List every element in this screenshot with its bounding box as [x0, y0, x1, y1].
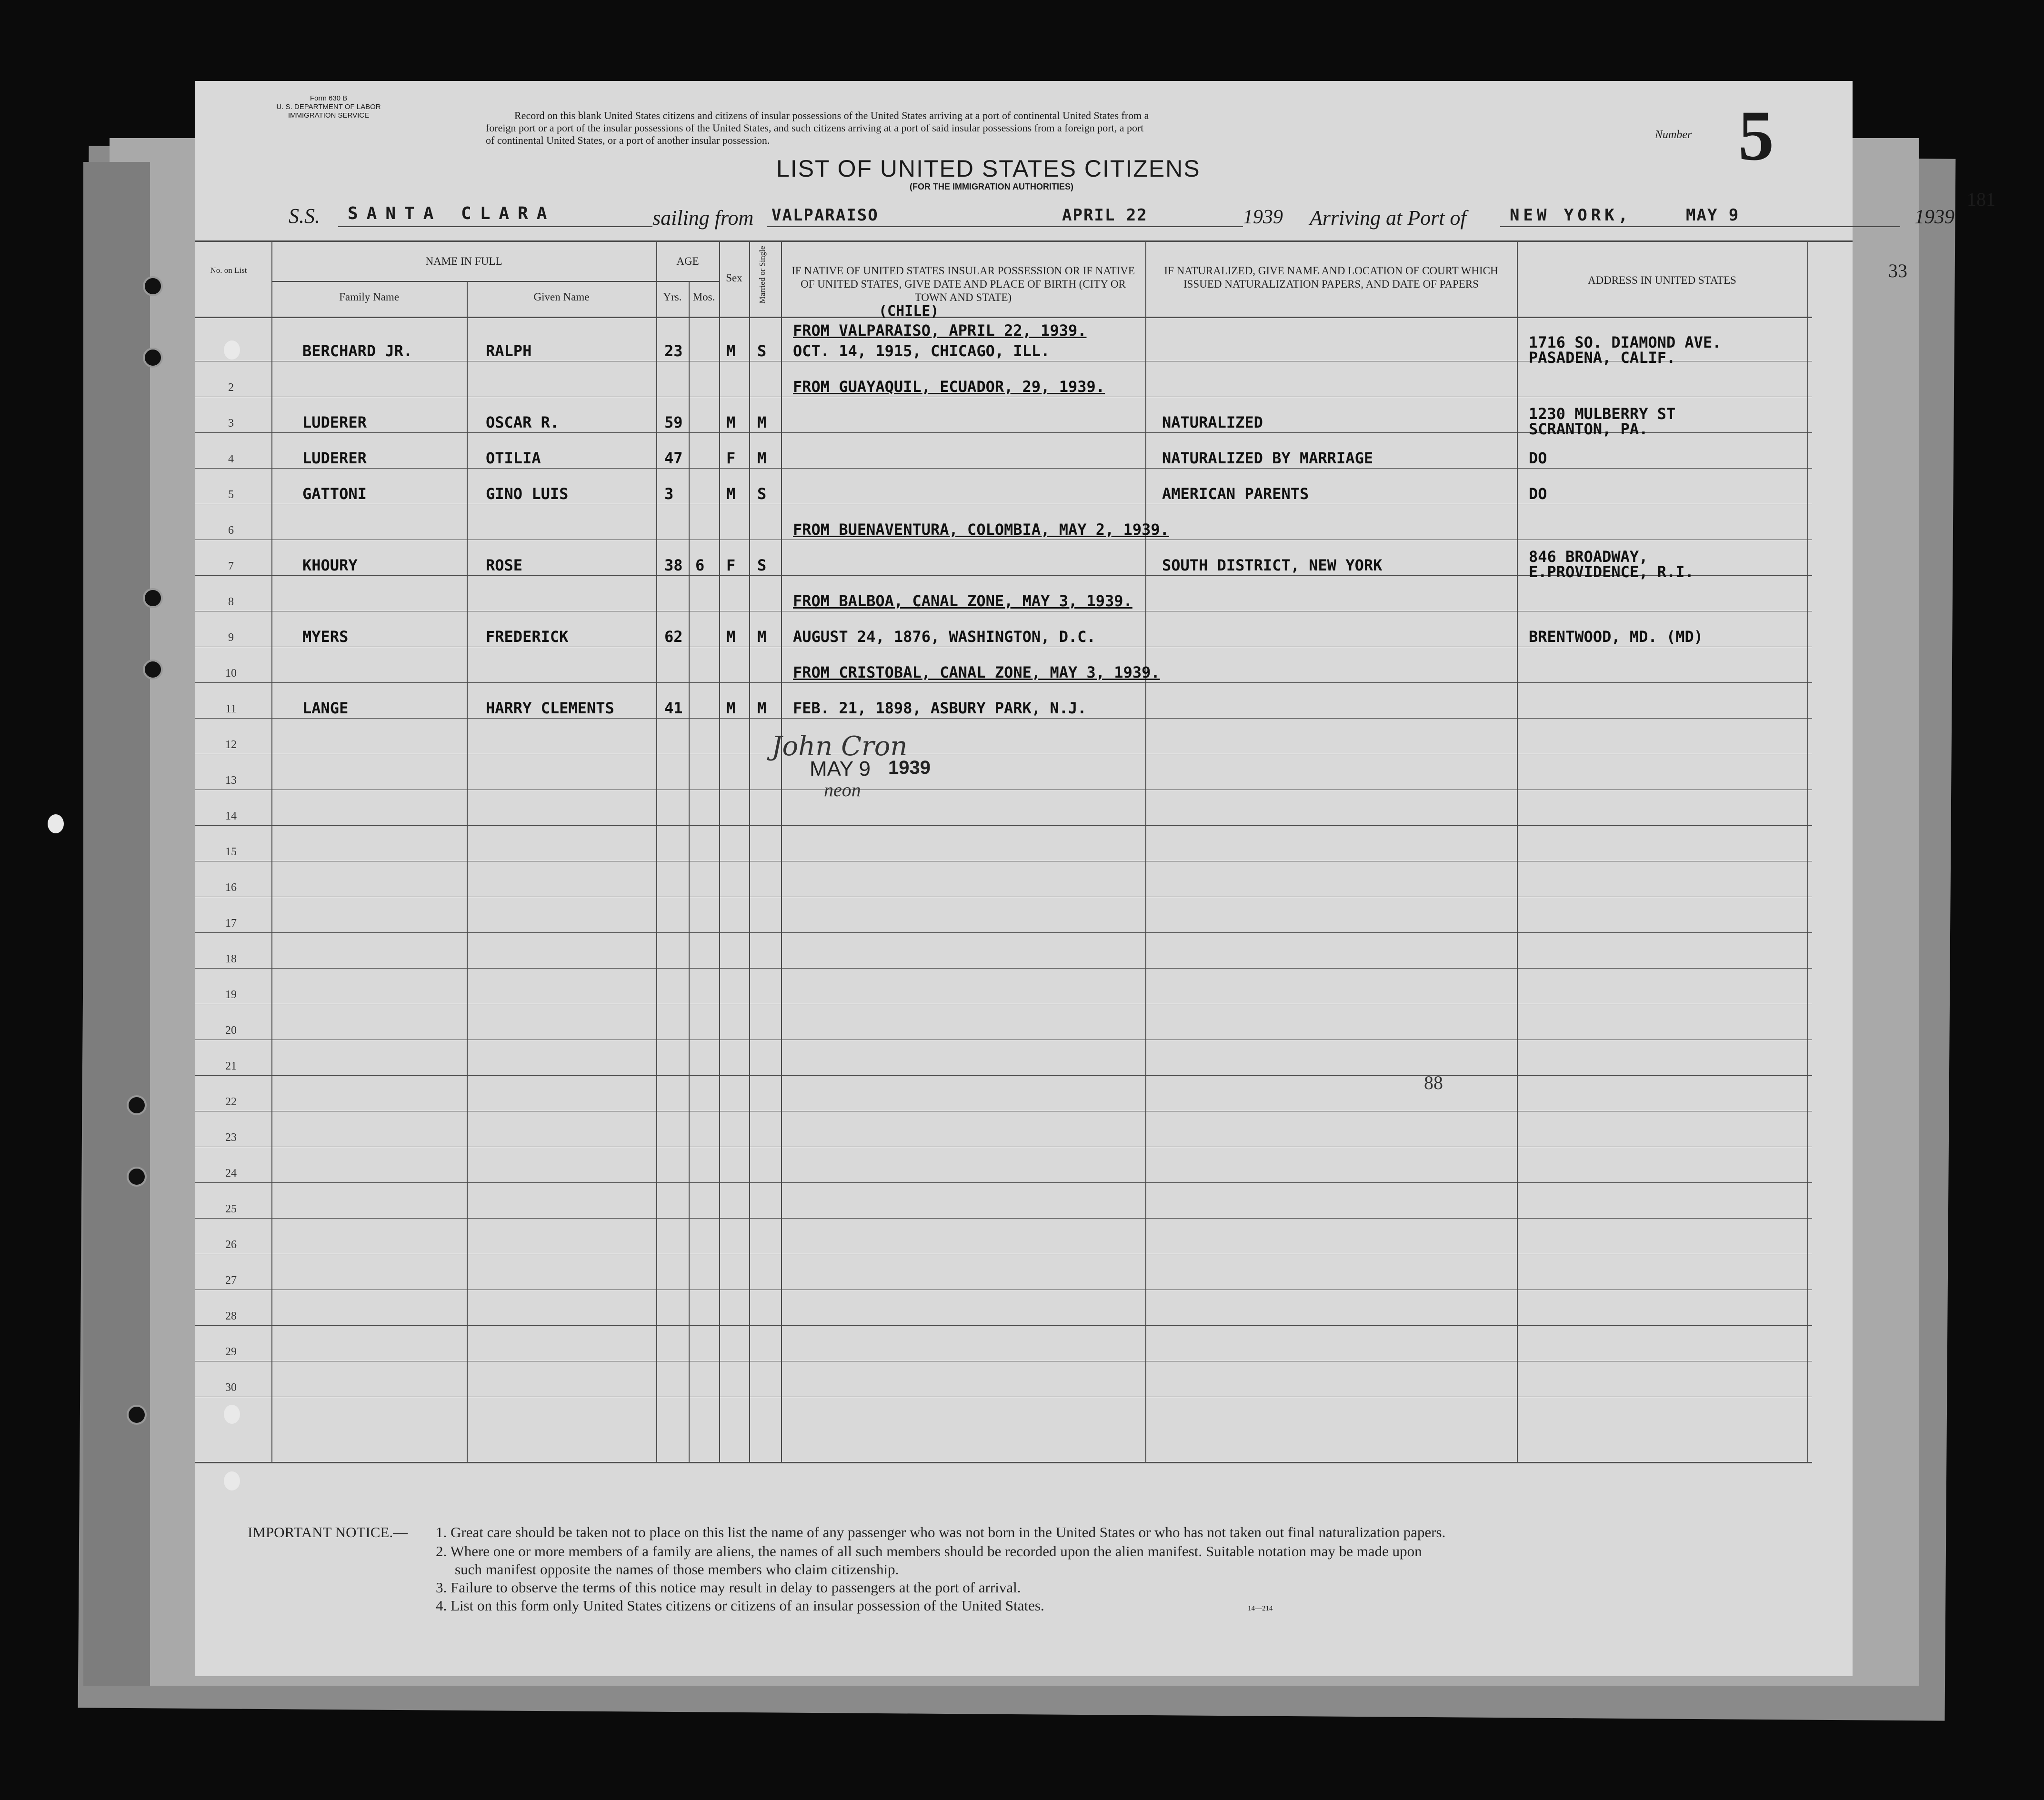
arrival-year: 1939	[1914, 206, 1954, 228]
table-bottom-rule	[195, 1462, 1812, 1463]
row-number: 5	[228, 489, 234, 501]
given-name: HARRY CLEMENTS	[486, 699, 614, 717]
age-years: 59	[664, 413, 683, 431]
row-number: 12	[225, 739, 237, 751]
column-rule	[271, 281, 656, 282]
sailing-from: VALPARAISO	[772, 206, 879, 225]
marital-status: S	[757, 556, 767, 574]
address: 1230 MULBERRY ST	[1529, 405, 1676, 423]
age-years: 47	[664, 449, 683, 467]
row-number: 19	[225, 989, 237, 1001]
naturalization: NATURALIZED	[1162, 413, 1263, 431]
col-header-address: ADDRESS IN UNITED STATES	[1588, 274, 1736, 286]
sex: M	[726, 413, 736, 431]
address: BRENTWOOD, MD. (MD)	[1529, 628, 1703, 646]
birth-place: OCT. 14, 1915, CHICAGO, ILL.	[793, 342, 1050, 360]
marital-status: M	[757, 628, 767, 646]
sex: M	[726, 342, 736, 360]
col-header-no: No. on List	[210, 266, 247, 275]
row-number: 11	[225, 703, 237, 715]
page-hole	[224, 1405, 240, 1424]
column-rule	[467, 281, 468, 1462]
sex: M	[726, 699, 736, 717]
sailing-year: 1939	[1243, 206, 1283, 228]
family-name: BERCHARD JR.	[302, 342, 413, 360]
row-number: 25	[225, 1203, 237, 1215]
row-number: 9	[228, 631, 234, 644]
naturalization: SOUTH DISTRICT, NEW YORK	[1162, 556, 1383, 574]
given-name: RALPH	[486, 342, 532, 360]
age-months: 6	[695, 556, 705, 574]
family-name: LUDERER	[302, 413, 367, 431]
marital-status: M	[757, 413, 767, 431]
row-number: 29	[225, 1346, 237, 1358]
sailing-date: APRIL 22	[1062, 206, 1148, 225]
row-number: 2	[228, 381, 234, 394]
family-name: GATTONI	[302, 485, 367, 503]
row-number: 23	[225, 1131, 237, 1144]
page-hole	[224, 1471, 240, 1490]
age-years: 23	[664, 342, 683, 360]
instruction-line: foreign port or a port of the insular possessions of the United States, and such citizens arriving at a port of said insular possessions from a foreign port, a port	[486, 122, 1144, 134]
binder-hole	[48, 814, 64, 833]
address: 846 BROADWAY,	[1529, 548, 1648, 566]
instruction-line: of continental United States, or a port of another insular possession.	[486, 134, 770, 146]
row-number: 24	[225, 1167, 237, 1180]
col-header-sex: Sex	[726, 272, 742, 284]
column-rule	[656, 281, 719, 282]
family-name: LANGE	[302, 699, 349, 717]
birth-place: FROM BALBOA, CANAL ZONE, MAY 3, 1939.	[793, 592, 1132, 610]
given-name: OSCAR R.	[486, 413, 560, 431]
port-line: FROM VALPARAISO, APRIL 22, 1939.	[793, 321, 1087, 340]
column-rule	[1517, 240, 1518, 1462]
family-name: KHOURY	[302, 556, 358, 574]
sex: M	[726, 628, 736, 646]
signature: John Cron	[772, 731, 908, 762]
marital-status: S	[757, 485, 767, 503]
row-number: 21	[225, 1060, 237, 1072]
notice-item-2-cont: such manifest opposite the names of those members who claim citizenship.	[455, 1561, 899, 1578]
given-name: GINO LUIS	[486, 485, 569, 503]
arrival-date: MAY 9	[1686, 206, 1740, 225]
binder-hole	[127, 1405, 147, 1425]
chile-note: (CHILE)	[879, 303, 939, 320]
sailing-from-label: sailing from	[652, 206, 754, 230]
column-rule	[719, 240, 720, 1462]
age-years: 38	[664, 556, 683, 574]
binder-hole	[143, 348, 163, 368]
notice-item-1: 1. Great care should be taken not to place on this list the name of any passenger who was not born in the United States or who has not taken out final naturalization papers.	[436, 1524, 1446, 1540]
table-header-rule	[195, 317, 1812, 318]
marital-status: M	[757, 449, 767, 467]
row-number: 4	[228, 453, 234, 465]
given-name: ROSE	[486, 556, 523, 574]
page-hole	[224, 340, 240, 360]
row-rule	[195, 1325, 1812, 1326]
given-name: FREDERICK	[486, 628, 569, 646]
age-years: 3	[664, 485, 674, 503]
row-rule	[195, 468, 1812, 469]
col-header-age: AGE	[676, 255, 699, 267]
row-number: 20	[225, 1024, 237, 1037]
column-rule	[656, 240, 657, 1462]
row-number: 3	[228, 417, 234, 430]
address: DO	[1529, 449, 1547, 467]
notice-item-3: 3. Failure to observe the terms of this notice may result in delay to passengers at the port of arrival.	[436, 1579, 1021, 1596]
row-number: 28	[225, 1310, 237, 1322]
list-number: 5	[1738, 96, 1774, 175]
column-rule	[689, 281, 690, 1462]
age-years: 41	[664, 699, 683, 717]
row-number: 15	[225, 846, 237, 858]
form-number: Form 630 B	[310, 94, 348, 102]
instructions	[486, 110, 1149, 147]
address: DO	[1529, 485, 1547, 503]
birth-place: FROM CRISTOBAL, CANAL ZONE, MAY 3, 1939.	[793, 663, 1160, 681]
row-number: 10	[225, 667, 237, 680]
family-name: MYERS	[302, 628, 349, 646]
binder-hole	[127, 1167, 147, 1187]
naturalization: NATURALIZED BY MARRIAGE	[1162, 449, 1373, 467]
col-header-naturalized: IF NATURALIZED, GIVE NAME AND LOCATION OF COURT WHICH ISSUED NATURALIZATION PAPERS, AND DATE OF PAPERS	[1164, 265, 1498, 290]
arriving-label: Arriving at Port of	[1310, 206, 1466, 230]
sex: F	[726, 449, 736, 467]
instruction-line: Record on this blank United States citizens and citizens of insular possessions of the United States arriving at a port of continental United States from a	[514, 110, 1149, 121]
row-rule	[195, 718, 1812, 719]
column-rule	[271, 240, 272, 1462]
column-rule	[781, 240, 782, 1462]
table-top-rule	[195, 240, 1853, 242]
binder-edge	[83, 162, 150, 1686]
address-line-2: E.PROVIDENCE, R.I.	[1529, 563, 1694, 581]
notice-item-4: 4. List on this form only United States citizens or citizens of an insular possession of the United States.	[436, 1597, 1044, 1614]
row-rule	[195, 825, 1812, 826]
given-name: OTILIA	[486, 449, 541, 467]
family-name: LUDERER	[302, 449, 367, 467]
column-rule	[1807, 240, 1808, 1462]
margin-mark: 33	[1888, 260, 1907, 281]
page-title: LIST OF UNITED STATES CITIZENS	[776, 155, 1201, 182]
col-header-family: Family Name	[339, 291, 399, 303]
row-number: 14	[225, 810, 237, 822]
form-code: 14—214	[1248, 1605, 1273, 1612]
row-number: 27	[225, 1274, 237, 1287]
underline	[1500, 226, 1900, 227]
department: U. S. DEPARTMENT OF LABOR	[276, 103, 381, 111]
row-rule	[195, 1182, 1812, 1183]
col-header-birth: IF NATIVE OF UNITED STATES INSULAR POSSESSION OR IF NATIVE OF UNITED STATES, GIVE DATE AND PLACE OF BIRTH (CITY OR TOWN AND STATE)	[792, 265, 1135, 303]
row-number: 7	[228, 560, 234, 572]
row-number: 6	[228, 524, 234, 537]
notice-heading: IMPORTANT NOTICE.—	[248, 1524, 408, 1540]
col-header-married: Married or Single	[758, 246, 767, 304]
page-stamp: 181	[1967, 189, 1995, 210]
row-number: 13	[225, 774, 237, 787]
form-header	[269, 94, 388, 120]
col-header-name: NAME IN FULL	[425, 255, 502, 267]
row-number: 22	[225, 1096, 237, 1108]
binder-hole	[143, 276, 163, 296]
col-header-mos: Mos.	[692, 291, 715, 303]
underline	[767, 226, 1243, 227]
marital-status: S	[757, 342, 767, 360]
underline	[338, 226, 652, 227]
row-number: 18	[225, 953, 237, 965]
column-rule	[749, 240, 750, 1462]
stamp-initials: neon	[824, 779, 861, 800]
sex: F	[726, 556, 736, 574]
column-rule	[1145, 240, 1146, 1462]
arrival-port: NEW YORK,	[1510, 206, 1632, 225]
ship-name: SANTA CLARA	[348, 204, 556, 223]
naturalization: AMERICAN PARENTS	[1162, 485, 1309, 503]
row-rule	[195, 1075, 1812, 1076]
binder-hole	[127, 1095, 147, 1115]
address-line-2: PASADENA, CALIF.	[1529, 349, 1676, 367]
address-line-2: SCRANTON, PA.	[1529, 420, 1648, 438]
row-number: 16	[225, 881, 237, 894]
row-number: 30	[225, 1381, 237, 1394]
row-number: 17	[225, 917, 237, 930]
notice-item-2: 2. Where one or more members of a family are aliens, the names of all such members should be recorded upon the alien manifest. Suitable notation may be made upon	[436, 1543, 1422, 1560]
row-rule	[195, 682, 1812, 683]
sex: M	[726, 485, 736, 503]
col-header-yrs: Yrs.	[663, 291, 682, 303]
birth-place: AUGUST 24, 1876, WASHINGTON, D.C.	[793, 628, 1096, 646]
marital-status: M	[757, 699, 767, 717]
binder-hole	[143, 588, 163, 608]
birth-place: FROM GUAYAQUIL, ECUADOR, 29, 1939.	[793, 378, 1105, 396]
address: 1716 SO. DIAMOND AVE.	[1529, 333, 1722, 351]
birth-place: FROM BUENAVENTURA, COLOMBIA, MAY 2, 1939.	[793, 520, 1169, 539]
col-header-given: Given Name	[533, 291, 590, 303]
page-count-mark: 88	[1424, 1072, 1443, 1093]
age-years: 62	[664, 628, 683, 646]
number-label: Number	[1655, 129, 1692, 141]
birth-place: FEB. 21, 1898, ASBURY PARK, N.J.	[793, 699, 1087, 717]
row-number: 8	[228, 596, 234, 608]
binder-hole	[143, 660, 163, 680]
row-rule	[195, 968, 1812, 969]
ss-label: S.S.	[289, 204, 320, 228]
page-subtitle: (FOR THE IMMIGRATION AUTHORITIES)	[910, 182, 1073, 191]
row-rule	[195, 1218, 1812, 1219]
row-number: 26	[225, 1239, 237, 1251]
stamp-date: MAY 9	[810, 757, 871, 780]
stamp-year: 1939	[888, 757, 931, 778]
row-rule	[195, 932, 1812, 933]
service: IMMIGRATION SERVICE	[288, 111, 370, 120]
